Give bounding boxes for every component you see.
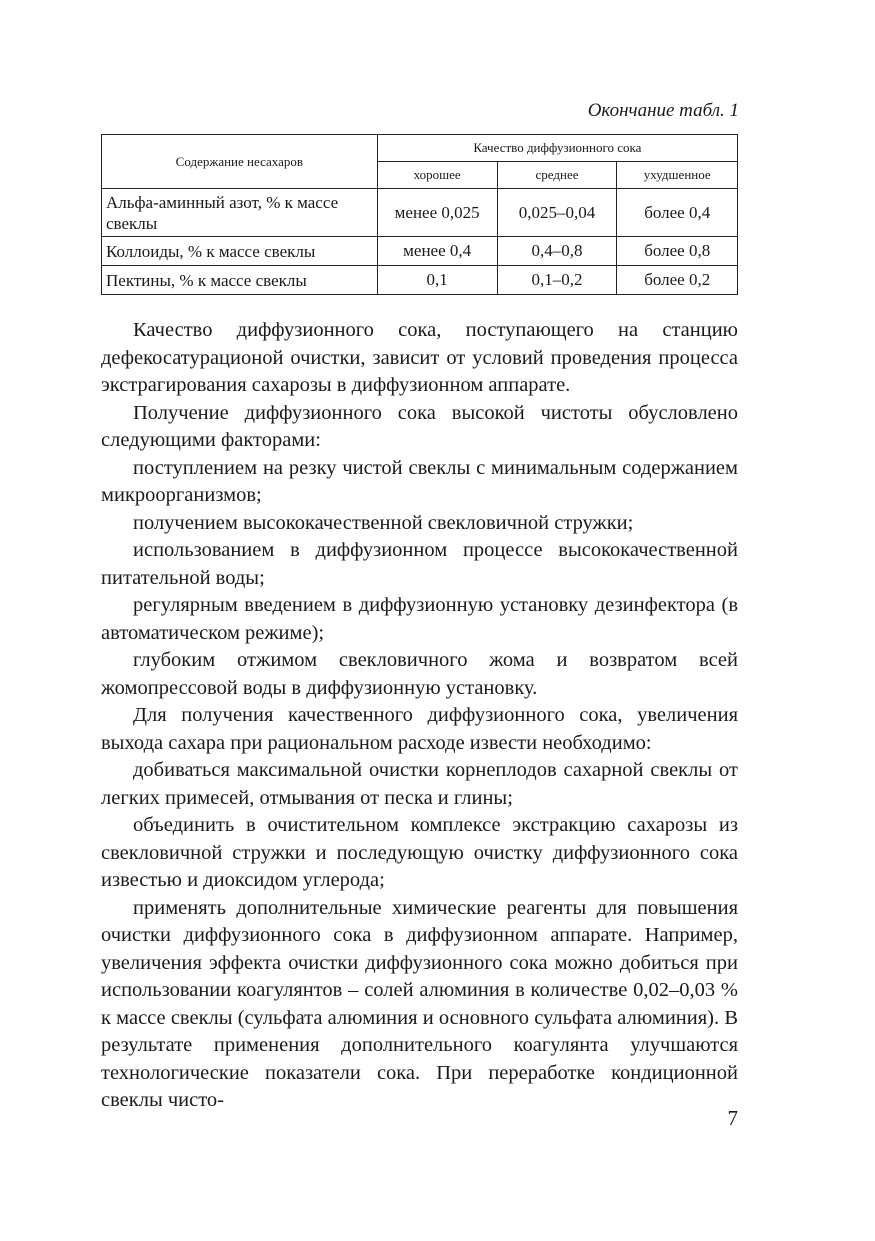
table-subheader-good: хорошее bbox=[377, 162, 497, 189]
row-label: Пектины, % к массе свеклы bbox=[102, 266, 378, 295]
row-label: Коллоиды, % к массе свеклы bbox=[102, 237, 378, 266]
page-number: 7 bbox=[727, 1106, 738, 1130]
table-cell: 0,025–0,04 bbox=[497, 189, 617, 237]
body-text bbox=[101, 317, 738, 1115]
paragraph: добиваться максимальной очистки корнеплодов сахарной свеклы от легких примесей, отмывания от песка и глины; bbox=[101, 759, 738, 809]
paragraph: применять дополнительные химические реагенты для повышения очистки диффузионного сока в диффузионном аппарате. Например, увеличения эффекта очистки диффузионного сока можно добиться при использовании коагулянтов – солей алюминия в количестве 0,02–0,03 % к массе свеклы (сульфата алюминия и основного сульфата алюминия). В результате применения дополнительного коагулянта улучшаются технологические показатели сока. При переработке кондиционной свеклы чисто- bbox=[101, 896, 738, 1111]
table-cell: 0,1–0,2 bbox=[497, 266, 617, 295]
paragraph: глубоким отжимом свекловичного жома и возвратом всей жомопрессовой воды в диффузионную установку. bbox=[101, 649, 738, 699]
paragraph: Качество диффузионного сока, поступающего на станцию дефекосатурационой очистки, зависит от условий проведения процесса экстрагирования сахарозы в диффузионном аппарате. bbox=[101, 319, 738, 396]
paragraph: объединить в очистительном комплексе экстракцию сахарозы из свекловичной стружки и последующую очистку диффузионного сока известью и диоксидом углерода; bbox=[101, 814, 738, 891]
row-label: Альфа-аминный азот, % к массе свеклы bbox=[102, 189, 378, 237]
paragraph: регулярным введением в диффузионную установку дезинфектора (в автоматическом режиме); bbox=[101, 594, 738, 644]
table-cell: менее 0,025 bbox=[377, 189, 497, 237]
table-row bbox=[102, 237, 738, 266]
table-subheader-worse: ухудшенное bbox=[617, 162, 738, 189]
table-cell: более 0,4 bbox=[617, 189, 738, 237]
paragraph: поступлением на резку чистой свеклы с минимальным содержанием микроорганизмов; bbox=[101, 456, 738, 506]
table-header-nonsugars: Содержание несахаров bbox=[102, 135, 378, 189]
paragraph: использованием в диффузионном процессе высококачественной питательной воды; bbox=[101, 539, 738, 589]
table-cell: более 0,2 bbox=[617, 266, 738, 295]
table-row bbox=[102, 266, 738, 295]
paragraph: получением высококачественной свекловичной стружки; bbox=[133, 511, 634, 534]
table-cell: более 0,8 bbox=[617, 237, 738, 266]
paragraph: Получение диффузионного сока высокой чистоты обусловлено следующими факторами: bbox=[101, 401, 738, 451]
table-cell: менее 0,4 bbox=[377, 237, 497, 266]
data-table bbox=[101, 134, 738, 295]
table-row bbox=[102, 189, 738, 237]
table-cell: 0,1 bbox=[377, 266, 497, 295]
table-caption: Окончание табл. 1 bbox=[587, 100, 739, 121]
paragraph: Для получения качественного диффузионного сока, увеличения выхода сахара при рациональном расходе извести необходимо: bbox=[101, 704, 738, 754]
table-cell: 0,4–0,8 bbox=[497, 237, 617, 266]
table-subheader-medium: среднее bbox=[497, 162, 617, 189]
table-header-juice-quality: Качество диффузионного сока bbox=[377, 135, 737, 162]
